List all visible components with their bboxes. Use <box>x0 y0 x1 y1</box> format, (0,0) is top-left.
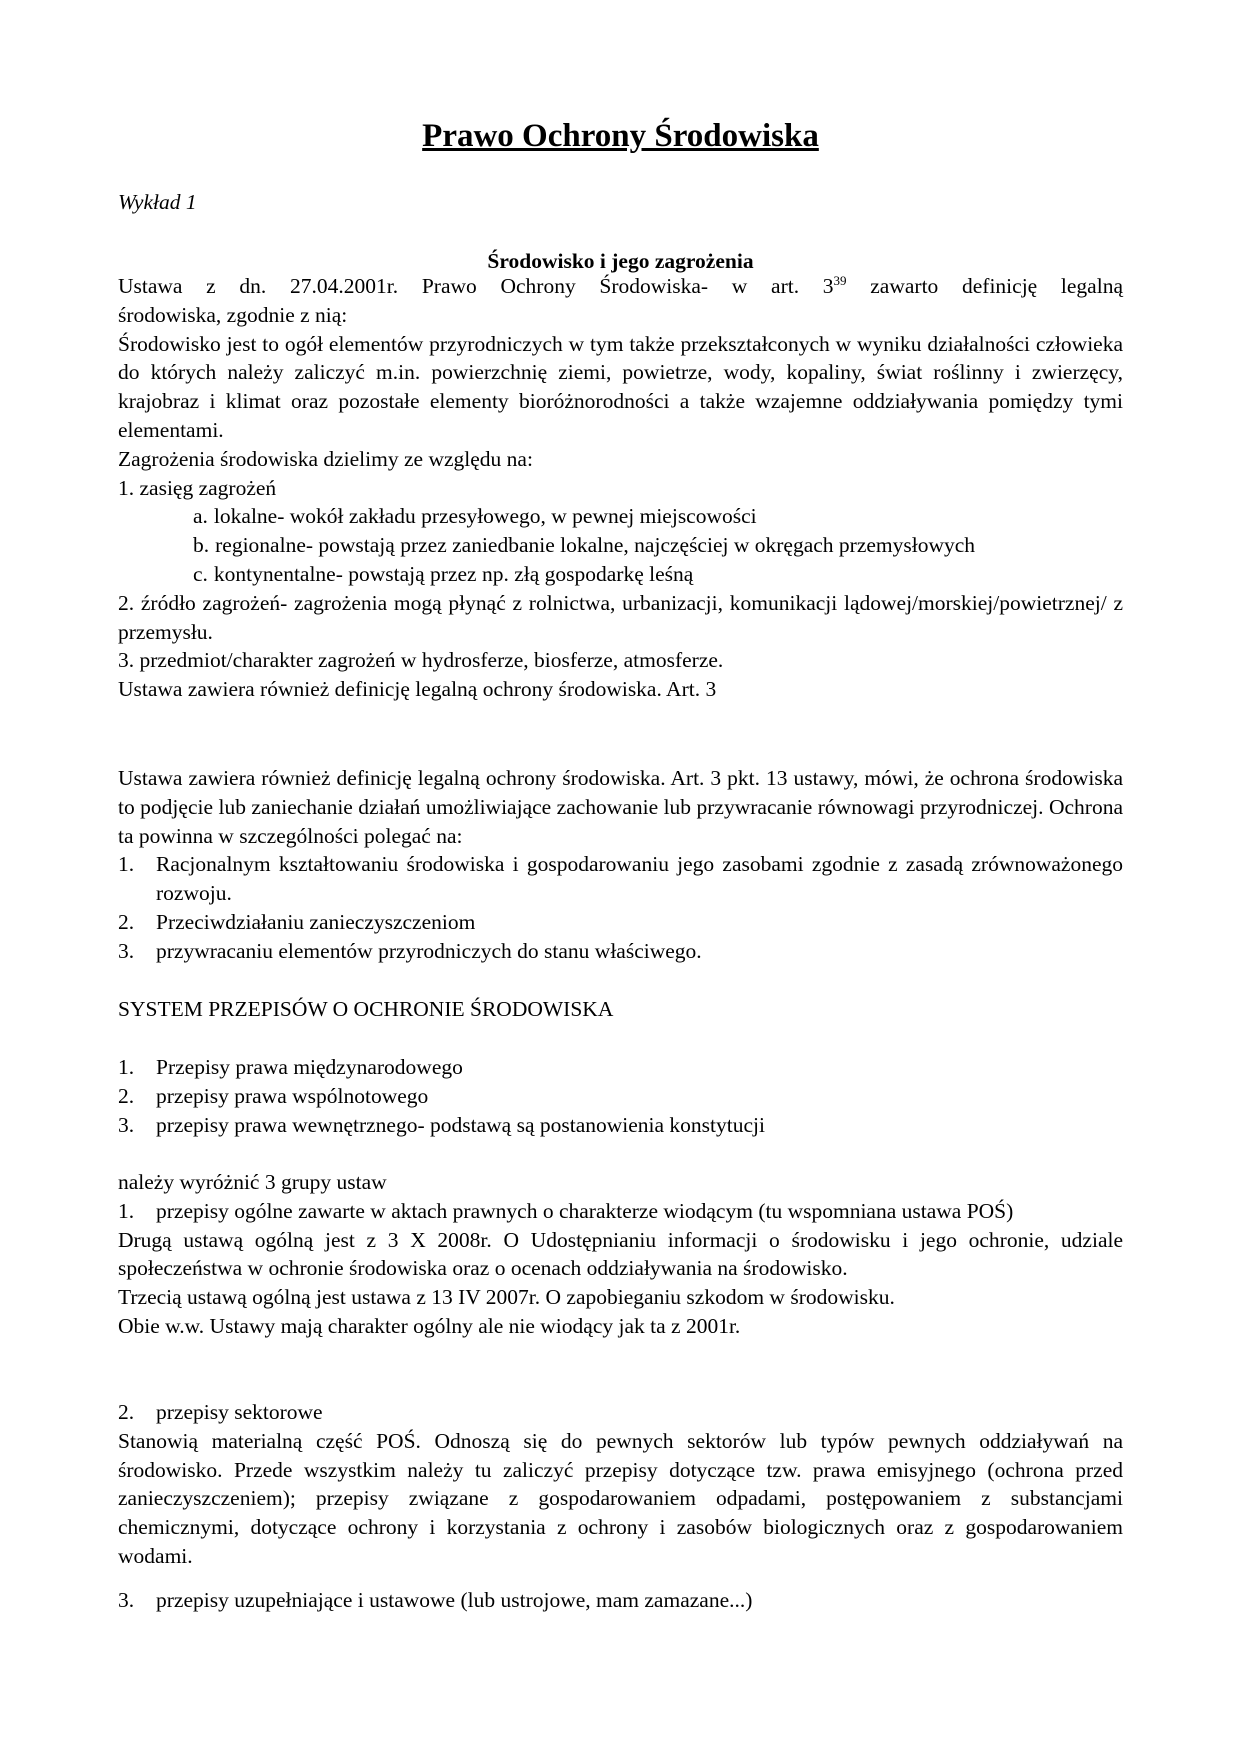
protection-paragraph: Ustawa zawiera również definicję legalną ochrony środowiska. Art. 3 pkt. 13 ustawy, mówi, że ochrona środowiska to podjęcie lub zaniechanie działań umożliwiające zachowanie lub przywracanie równowagi przyrodniczej. Ochrona ta powinna w szczególności polegać na: <box>118 766 1123 848</box>
intro-line-2: środowiska, zgodnie z nią: <box>118 302 348 327</box>
threat-subitem: b. regionalne- powstają przez zaniedbanie lokalne, najczęściej w okręgach przemysłowych <box>193 533 976 558</box>
intro-section <box>118 272 1123 704</box>
system-item: 3. przepisy prawa wewnętrznego- podstawą są postanowienia konstytucji <box>118 1112 765 1137</box>
groups-item-1: 1. przepisy ogólne zawarte w aktach prawnych o charakterze wiodącym (tu wspomniana ustawa POŚ) <box>118 1198 1014 1223</box>
lecture-label: Wykład 1 <box>118 190 197 214</box>
system-item: 2. przepisy prawa wspólnotowego <box>118 1083 429 1108</box>
groups-item-3: 3. przepisy uzupełniające i ustawowe (lub ustrojowe, mam zamazane...) <box>118 1588 753 1612</box>
closing-line: Ustawa zawiera również definicję legalną ochrony środowiska. Art. 3 <box>118 677 717 702</box>
system-heading: SYSTEM PRZEPISÓW O OCHRONIE ŚRODOWISKA <box>118 997 614 1021</box>
threat-subitem: a. lokalne- wokół zakładu przesyłowego, w pewnej miejscowości <box>193 504 757 529</box>
groups-section <box>118 1168 1123 1341</box>
protection-section <box>118 764 1123 966</box>
sector-paragraph: Stanowią materialną część POŚ. Odnoszą się do pewnych sektorów lub typów pewnych oddziaływań na środowisko. Przede wszystkim należy tu zaliczyć przepisy dotyczące tzw. prawa emisyjnego (ochrona przed zanieczyszczeniem); przepisy związane z gospodarowaniem odpadami, postępowaniem z substancjami chemicznymi, dotyczące ochrony i korzystania z ochrony i zasobów biologicznych oraz z gospodarowaniem wodami. <box>118 1428 1123 1568</box>
protection-item: 1. Racjonalnym kształtowaniu środowiska i gospodarowaniu jego zasobami zgodnie z zasadą zrównoważonego rozwoju. <box>118 852 1123 906</box>
footnote-ref: 39 <box>833 272 847 288</box>
threat-item-3: 3. przedmiot/charakter zagrożeń w hydrosferze, biosferze, atmosferze. <box>118 648 724 673</box>
threat-item-2: 2. źródło zagrożeń- zagrożenia mogą płynąć z rolnictwa, urbanizacji, komunikacji lądowej/morskiej/powietrznej/ z przemysłu. <box>118 590 1123 644</box>
environment-definition: Środowisko jest to ogół elementów przyrodniczych w tym także przekształconych w wyniku działalności człowieka do których należy zaliczyć m.in. powierzchnię ziemi, powietrze, wody, kopaliny, świat roślinny i zwierzęcy, krajobraz i klimat oraz pozostałe elementy bioróżnorodności a także wzajemne oddziaływania pomiędzy tymi elementami. <box>118 331 1123 442</box>
threat-subitem: c. kontynentalne- powstają przez np. złą gospodarkę leśną <box>193 561 694 586</box>
intro-line-1: Ustawa z dn. 27.04.2001r. Prawo Ochrony Środowiska- w art. $3^{39}$ zawarto definicję legalną <box>118 272 1123 298</box>
section-subtitle: Środowisko i jego zagrożenia <box>487 249 754 273</box>
second-law-paragraph: Drugą ustawą ogólną jest z 3 X 2008r. O Udostępnianiu informacji o środowisku i jego ochronie, udziale społeczeństwa w ochronie środowiska oraz o ocenach oddziaływania na środowisko. <box>118 1227 1123 1281</box>
system-item: 1. Przepisy prawa międzynarodowego <box>118 1055 463 1079</box>
groups-item-2: 2. przepisy sektorowe <box>118 1400 323 1424</box>
third-law-paragraph: Trzecią ustawą ogólną jest ustawa z 13 IV 2007r. O zapobieganiu szkodom w środowisku. <box>118 1285 895 1310</box>
both-laws-paragraph: Obie w.w. Ustawy mają charakter ogólny ale nie wiodący jak ta z 2001r. <box>118 1313 741 1338</box>
protection-item: 3. przywracaniu elementów przyrodniczych do stanu właściwego. <box>118 938 702 963</box>
system-list <box>118 1053 1123 1139</box>
protection-item: 2. Przeciwdziałaniu zanieczyszczeniom <box>118 909 476 934</box>
document-title: Prawo Ochrony Środowiska <box>422 118 819 154</box>
threats-intro: Zagrożenia środowiska dzielimy ze względu na: <box>118 446 533 471</box>
threat-item-1: 1. zasięg zagrożeń <box>118 475 277 500</box>
system-section <box>118 995 1123 1024</box>
supplementary-section <box>118 1586 1123 1615</box>
sector-section <box>118 1398 1123 1571</box>
groups-intro: należy wyróżnić 3 grupy ustaw <box>118 1170 387 1194</box>
